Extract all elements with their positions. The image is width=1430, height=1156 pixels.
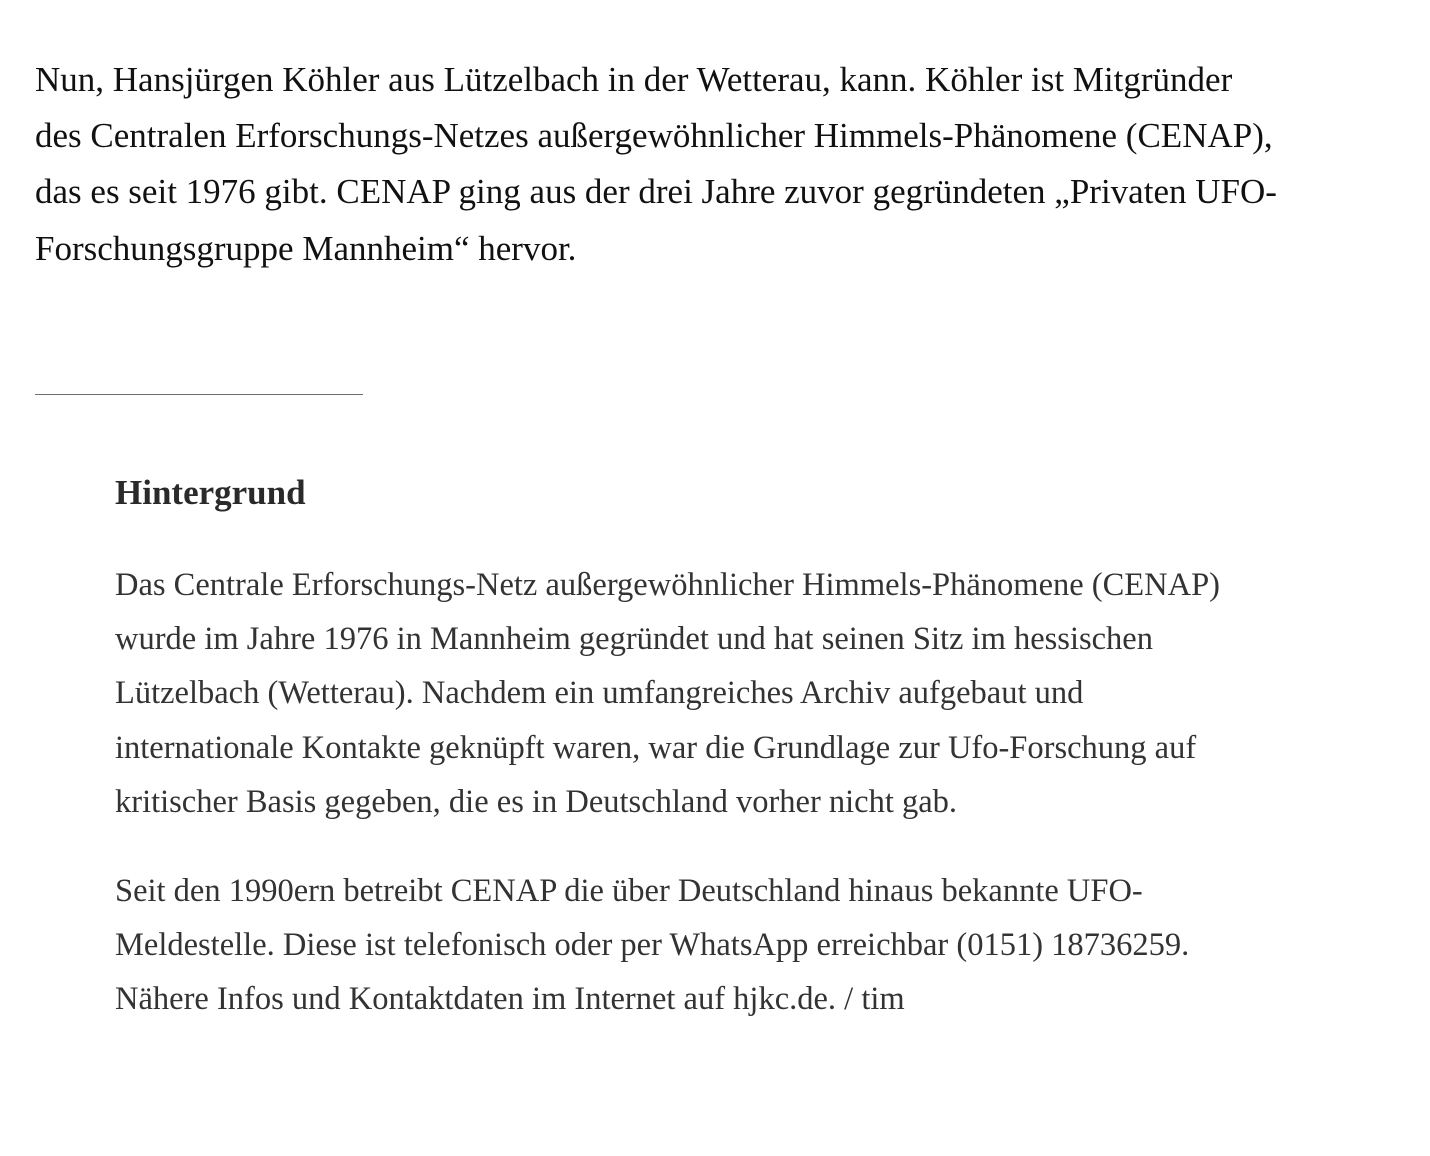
infobox-paragraph-hotline: Seit den 1990ern betreibt CENAP die über Deutschland hinaus bekannte UFO-Meldestelle. Diese ist telefonisch oder per WhatsApp erreichbar (0151) 18736259. Nähere Infos und Kontaktdaten im Internet auf hjkc.de. / tim <box>115 873 1190 1018</box>
lead-paragraph: Nun, Hansjürgen Köhler aus Lützelbach in der Wetterau, kann. Köhler ist Mitgründer des Centralen Erforschungs-Netzes außergewöhnlicher Himmels-Phänomene (CENAP), das es seit 1976 gibt. CENAP ging aus der drei Jahre zuvor gegründeten „Privaten UFO-Forschungsgruppe Mannheim“ hervor. <box>35 60 1277 268</box>
section-divider <box>35 394 363 395</box>
infobox-paragraph-history: Das Centrale Erforschungs-Netz außergewöhnlicher Himmels-Phänomene (CENAP) wurde im Jahre 1976 in Mannheim gegründet und hat seinen Sitz im hessischen Lützelbach (Wetterau). Nachdem ein umfangreiches Archiv aufgebaut und internationale Kontakte geknüpft waren, war die Grundlage zur Ufo-Forschung auf kritischer Basis gegeben, die es in Deutschland vorher nicht gab. <box>115 567 1220 820</box>
background-infobox <box>115 470 1235 1027</box>
article-body <box>35 52 1295 277</box>
infobox-heading: Hintergrund <box>115 473 306 512</box>
